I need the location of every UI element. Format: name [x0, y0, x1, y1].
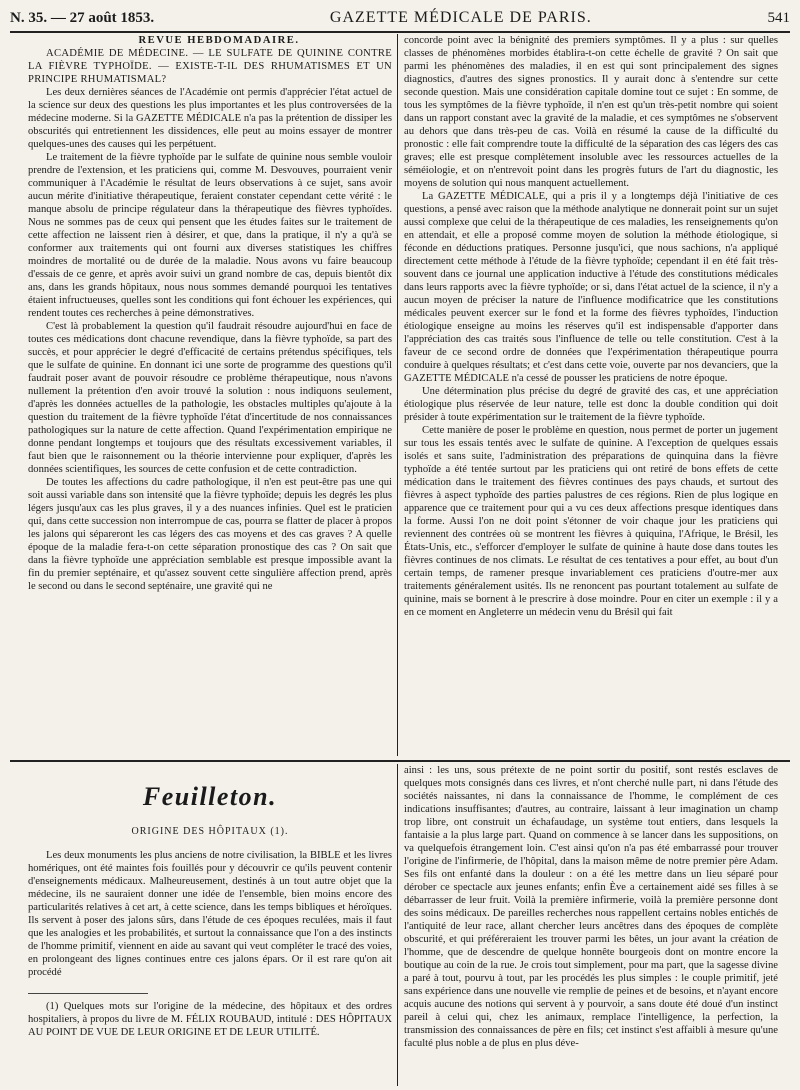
footnote-rule	[28, 993, 148, 994]
revue-paragraph: Une détermination plus précise du degré de gravité des cas, et une appréciation étiologique plus réservée de leur nature, telle est donc la double condition qui doit présider à toute expérimentation sur le traitement de la fièvre typhoïde.	[404, 386, 778, 423]
header-rule	[10, 31, 790, 33]
feuilleton-subtitle: ORIGINE DES HÔPITAUX (1).	[131, 826, 289, 837]
feuilleton-title: Feuilleton.	[142, 782, 278, 811]
page-header	[10, 6, 790, 30]
issue-number-date: N. 35. — 27 août 1853.	[10, 9, 155, 26]
revue-paragraph: Le traitement de la fièvre typhoïde par le sulfate de quinine nous semble vouloir prendre de l'extension, et les praticiens qui, comme M. Desvouves, pourraient venir communiquer à l'Académie le résultat de leurs observations à ce sujet, sans avoir aucun mérite d'initiative thérapeutique, feraient constater cependant cette vérité : le manque absolu de principe régulateur dans la thérapeutique des fièvres typhoïdes. Nous ne sommes pas de ceux qui pensent que les études faites sur le traitement de cette affection ne laissent rien à désirer, et que, dans la pratique, il n'y a qu'à se conformer aux traitements qui ont fourni aux diverses statistiques les chiffres moindres de mortalité ou de durée de la maladie. Nous avons vu faire beaucoup d'essais de ce genre, et après avoir suivi un grand nombre de cas, depuis bientôt dix ans, dans les grands hôpitaux, nous nous sommes demandé pourquoi les tentatives étaient infructueuses, quelles sont les conditions qui font échouer les expériences, qui rendent toutes ces recherches à peine démonstratives.	[28, 152, 392, 319]
revue-paragraph: De toutes les affections du cadre pathologique, il n'en est peut-être pas une qui soit aussi variable dans son intensité que la fièvre typhoïde; depuis les degrés les plus légers jusqu'aux cas les plus graves, il y a des nuances infinies. Quel est le praticien qui, dans cette succession non interrompue de cas, pourra se flatter de placer à propos les jalons qui sépareront les cas légers des cas moyens et des cas graves ? A quelle époque de la maladie fera-t-on cette séparation pronostique des cas ? On sait que dans la fièvre typhoïde une appréciation semblable est presque impossible avant la fin du premier septénaire, et qu'assez souvent cette singulière affection prend, après le second ou dans le second septénaire, une gravité qui ne	[28, 477, 392, 592]
revue-paragraph: C'est là probablement la question qu'il faudrait résoudre aujourd'hui en face de toutes ces médications dont chacune revendique, dans la fièvre typhoïde, sa part des succès, et pour apprécier le degré d'efficacité de certains prétendus spécifiques, tels que le sulfate de quinine. En donnant ici une sorte de programme des questions qu'il faudrait poser avant de pouvoir résoudre ce problème thérapeutique, nous n'avons nullement la prétention d'en avoir trouvé la solution : nous indiquons seulement, d'après les données actuelles de la pathologie, les obstacles multiples qu'ajoute à la question du traitement de la fièvre typhoïde l'état d'incertitude de nos connaissances pathologiques sur la nature de cette affection. Quand l'expérimentation empirique ne donne pendant longtemps et toujours que des résultats excessivement variables, il faut bien que le raisonnement ou la théorie intervienne pour expliquer, d'après les données scientifiques, les sources de cette confusion et de cette contradiction.	[28, 321, 392, 475]
journal-title: GAZETTE MÉDICALE DE PARIS.	[329, 9, 592, 26]
revue-title: REVUE HEBDOMADAIRE.	[138, 35, 300, 46]
feuilleton-left-column	[28, 764, 392, 1086]
revue-subtitle: ACADÉMIE DE MÉDECINE. — LE SULFATE DE QUININE CONTRE LA FIÈVRE TYPHOÏDE. — EXISTE-T-IL DES RHUMATISMES ET UN PRINCIPE RHUMATISMAL?	[28, 48, 392, 85]
revue-paragraph: concorde point avec la bénignité des premiers symptômes. Il y a plus : sur quelles classes de phénomènes morbides établira-t-on cette échelle de gravité ? On sait que parmi les phénomènes des maladies, il en est qui sont principalement des signes diagnostics, d'autres des signes pronostics. Il y aurait donc à s'entendre sur cette seconde question. Mais une considération capitale domine tout ce sujet : En somme, de tous les symptômes de la fièvre typhoïde, il n'en est qu'un très-petit nombre qui soient dans un rapport constant avec la gravité de la maladie, et ces symptômes ne s'observent au dehors que dans très-peu de cas. Voilà en résumé la cause de la difficulté du pronostic : elle fait comprendre toute la difficulté de la séparation des cas légers des cas graves; elle est presque complètement insoluble avec les ressources actuelles de la séméiologie, et on n'entrevoit point dans les progrès futurs de l'art du diagnostic, les moyens de solution qui nous manquent actuellement.	[404, 35, 778, 189]
revue-left-column	[28, 34, 392, 756]
revue-right-column	[404, 34, 778, 756]
feuilleton-right-column	[404, 764, 778, 1086]
revue-paragraph: Les deux dernières séances de l'Académie ont permis d'apprécier l'état actuel de la science sur deux des questions les plus importantes et les plus controversées de la médecine moderne. Si la GAZETTE MÉDICALE n'a pas la prétention de dissiper les obscurités qui entretiennent les dissidences, elle peut au moins essayer de montrer quelques-unes des causes qui les perpétuent.	[28, 87, 392, 150]
column-divider	[397, 34, 398, 756]
revue-paragraph: La GAZETTE MÉDICALE, qui a pris il y a longtemps déjà l'initiative de ces questions, a pensé avec raison que la méthode analytique ne donnerait point sur un sujet aussi complexe que celui de la thérapeutique de ces maladies, les renseignements qu'on en attendait, et elle a proposé comme moyen de solution la méthode étiologique, si féconde en déductions pratiques. Personne jusqu'ici, que nous sachions, n'a appliqué directement cette méthode à l'étude de la fièvre typhoïde; cependant il en été fait très-souvent dans ce journal une application inductive à l'étude des constitutions médicales dans leurs rapports avec la fièvre typhoïde; or si, dans l'état actuel de la science, il n'y a aucun moyen de préciser la nature de l'influence modificatrice que les constitutions médicales peuvent exercer sur le fond et la forme des fièvres typhoïdes, l'induction étiologique enseigne au moins les réserves qu'il est indispensable d'apporter dans l'appréciation des cas traités sous l'influence de telle ou telle constitution. C'est à la faveur de ce second ordre de données que l'expérimentation thérapeutique pourra conduire à quelques résultats; et c'est dans cette voie, ouverte par nos devanciers, que la GAZETTE MÉDICALE n'a cessé de pousser les praticiens de notre époque.	[404, 191, 778, 384]
page-number: 541	[767, 9, 790, 26]
revue-paragraph: Cette manière de poser le problème en question, nous permet de porter un jugement sur tous les essais tentés avec le sulfate de quinine. A l'exception de quelques essais isolés et sans suite, l'administration des préparations de quinquina dans la fièvre typhoïde a été tentée surtout par les praticiens qui ont retiré de bons effets de cette médication dans le traitement des fièvres continues des pays chauds, et surtout des fièvres à aspect typhoïde des parties palustres de ces régions. Rien de plus logique en apparence que ce traitement pour qui a vu ces deux affections presque identiques dans la forme. Aussi l'on ne doit point s'étonner de voir chaque jour les praticiens qui reviennent des contrées où se montrent les fièvres à quiquina, l'Afrique, le Brésil, les États-Unis, etc., s'efforcer d'employer le sulfate de quinine à haute dose dans toutes les fièvres continues de nos climats. Le résultat de ces tentatives a pour effet, au bout d'un certain temps, de ramener presque invariablement ces praticiens d'outre-mer aux traitements généralement usités. Ils ne renoncent pas pourtant totalement au sulfate de quinine, mais se bornent à le prescrire à dose moindre. Pour en citer un exemple : il y a en ce moment en Angleterre un médecin venu du Brésil qui fait	[404, 425, 778, 618]
feuilleton-paragraph: ainsi : les uns, sous prétexte de ne point sortir du positif, sont restés esclaves de quelques mots consignés dans ces livres, et n'ont cherché nulle part, ni dans l'étude des sociétés naissantes, ni dans la connaissance de l'homme, le complément de ces indications insuffisantes; d'autres, au contraire, laissant à leur imagination un champ trop libre, ont construit un échafaudage, un système tout entiers, dans lesquels la fantaisie a la plus large part. Quand on commence à se lancer dans les suppositions, on va quelquefois étrangement loin. C'est ainsi qu'on n'a pas été embarrassé pour trouver l'origine de l'infirmerie, de l'hôpital, dans la maison même de notre premier père Adam. Ses fils ont enfanté dans la douleur : on a été les mettre dans un lieu séparé pour dérober ce spectacle aux jeunes enfants; enfin Ève a certainement aidé ses filles à se débarrasser de leur fruit. Voilà la première infirmerie, voilà la première personne dont des soins médicaux. De pareilles recherches nous rappellent certains nobles entichés de l'antiquité de leur race, allant chercher leurs ancêtres dans des époques de complète obscurité, et qui préféreraient les trouver parmi les bêtes, un jour avant la création de l'homme, que de descendre de quelque honnête bourgeois dont on montre encore la boutique au coin de la rue. Je crois tout simplement, pour ma part, que la sagesse divine a paré à tout, pourvu à tout, par les procédés les plus simples : le couple primitif, jeté sans expérience dans une nouvelle vie remplie de peines et de besoins, et n'ayant encore acquis aucune des notions qui servent à y pourvoir, a sans doute été doué d'un instinct pareil à celui qui, chez les animaux, remplace l'intelligence, la perfection, la transmission des connaissances de père en fils; cet instinct s'est affaibli à mesure qu'une faculté plus noble a de plus en plus déve-	[404, 765, 778, 1049]
footnote: (1) Quelques mots sur l'origine de la médecine, des hôpitaux et des ordres hospitaliers, à propos du livre de M. FÉLIX ROUBAUD, intitulé : DES HÔPITAUX AU POINT DE VUE DE LEUR ORIGINE ET DE LEUR UTILITÉ.	[28, 1001, 392, 1038]
column-divider	[397, 764, 398, 1086]
feuilleton-paragraph: Les deux monuments les plus anciens de notre civilisation, la BIBLE et les livres homériques, ont été maintes fois fouillés pour y découvrir ce qu'ils peuvent contenir d'enseignements médicaux. Malheureusement, destinés à un tout autre objet que la médecine, ils ne sauraient donner une idée de l'ensemble, bien moins encore des particularités relatives à cet art, à cette science, dans les temps bibliques et héroïques. Ils servent à poser des jalons sûrs, dans l'étude de ces époques reculées, mais il faut que les analogies et les probabilités, et surtout la connaissance que l'on a des instincts de l'homme primitif, viennent en aide au savant qui veut compléter le tracé des voies, en prolongeant des lignes continues entre ces jalons épars. Or il est rare qu'on ait procédé	[28, 850, 392, 978]
feuilleton-separator-rule	[10, 760, 790, 762]
